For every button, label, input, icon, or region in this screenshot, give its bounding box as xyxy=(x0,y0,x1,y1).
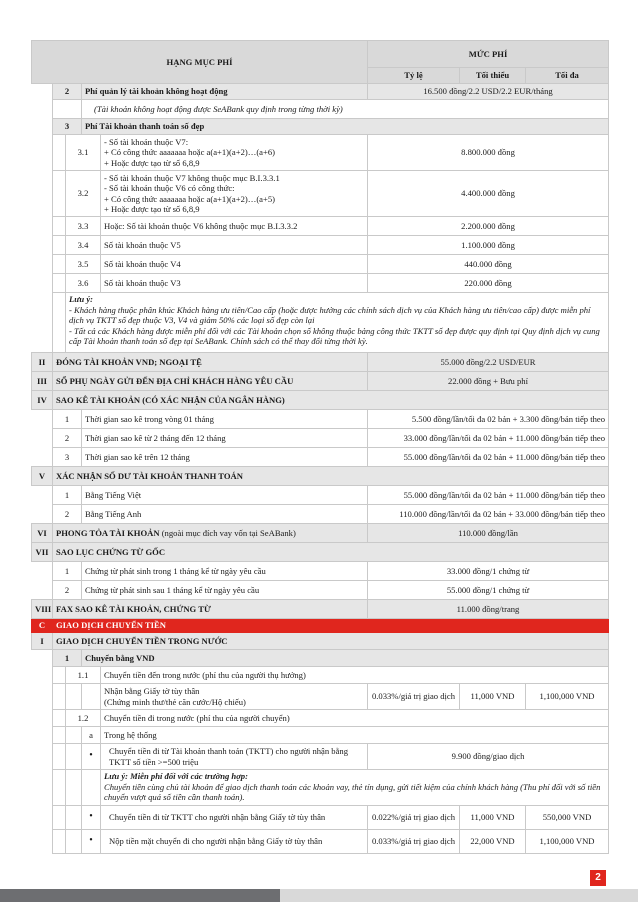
table-row: 3.3 Hoặc: Số tài khoản thuộc V6 không thuộc mục B.I.3.3.2 2.200.000 đồng xyxy=(32,217,609,236)
note-body: - Khách hàng thuộc phân khúc Khách hàng ưu tiên/Cao cấp (hoặc được hưởng các chính sách dịch vụ của Khách hàng ưu tiên/cao cấp) được miễn phí dịch vụ TKTT số đẹp thuộc V3, V4 và giảm 50% các loại số đẹp còn lại - Tất cả các Khách hàng được miễn phí đối với các Tài khoản chọn số không thuộc bảng công thức TKTT số đẹp được quy định tại Quy định dịch vụ cung cấp Tài khoản thanh toán số đẹp tại SeABank. Chính sách có thể thay đổi từng thời kỳ. xyxy=(69,304,600,346)
table-header-row xyxy=(32,41,609,68)
table-row: • Nộp tiền mặt chuyển đi cho người nhận bằng Giấy tờ tùy thân 0.033%/giá trị giao dịch 22,000 VND 1,100,000 VND xyxy=(32,830,609,854)
table-row: 3.5 Số tài khoản thuộc V4 440.000 đồng xyxy=(32,255,609,274)
header-max: Tối đa xyxy=(526,68,609,84)
table-row: 2 Bằng Tiếng Anh 110.000 đồng/lần/tối đa 02 bản + 33.000 đồng/bản tiếp theo xyxy=(32,505,609,524)
table-row: 1.2 Chuyển tiền đi trong nước (phí thu của người chuyển) xyxy=(32,710,609,727)
table-row: 2 Phí quản lý tài khoản không hoạt động 16.500 đồng/2.2 USD/2.2 EUR/tháng xyxy=(32,84,609,100)
header-fee: MỨC PHÍ xyxy=(368,41,609,68)
section-row: VIII FAX SAO KÊ TÀI KHOẢN, CHỨNG TỪ 11.000 đồng/trang xyxy=(32,600,609,619)
table-row: a Trong hệ thống xyxy=(32,727,609,744)
transfer-note: Lưu ý: Miễn phí đối với các trường hợp: Chuyển tiền cùng chủ tài khoản để giao dịch thanh toán các khoản vay, thẻ tín dụng, gửi tiết kiệm của chính khách hàng (Thu phí đối với số tiền chuyển vượt quá số tiền cần thanh toán). xyxy=(101,770,609,806)
bullet-icon: • xyxy=(82,806,101,830)
table-row: 1 Chuyển bằng VND xyxy=(32,650,609,667)
table-row xyxy=(32,770,609,806)
header-item: HẠNG MỤC PHÍ xyxy=(32,41,368,84)
section-row: I GIAO DỊCH CHUYỂN TIỀN TRONG NƯỚC xyxy=(32,633,609,650)
table-row: 1 Bằng Tiếng Việt 55.000 đồng/lần/tối đa 02 bản + 11.000 đồng/bản tiếp theo xyxy=(32,486,609,505)
section-row: IV SAO KÊ TÀI KHOẢN (CÓ XÁC NHẬN CỦA NGÂN HÀNG) xyxy=(32,391,609,410)
page-number: 2 xyxy=(590,870,606,886)
table-row: Nhận bằng Giấy tờ tùy thân (Chứng minh thư/thẻ căn cước/Hộ chiếu) 0.033%/giá trị giao dịch 11,000 VND 1,100,000 VND xyxy=(32,684,609,710)
table-row: 3 Phí Tài khoản thanh toán số đẹp xyxy=(32,119,609,135)
section-row: V XÁC NHẬN SỐ DƯ TÀI KHOẢN THANH TOÁN xyxy=(32,467,609,486)
table-row: • Chuyển tiền đi từ Tài khoản thanh toán (TKTT) cho người nhận bằng TKTT số tiền >=500 triệu 9.900 đồng/giao dịch xyxy=(32,744,609,770)
bullet-icon: • xyxy=(82,830,101,854)
table-row: (Tài khoản không hoạt động được SeABank quy định trong từng thời kỳ) xyxy=(32,100,609,119)
table-row: 3.6 Số tài khoản thuộc V3 220.000 đồng xyxy=(32,274,609,293)
fee-table xyxy=(31,40,609,854)
table-row: 1 Chứng từ phát sinh trong 1 tháng kể từ ngày yêu cầu 33.000 đồng/1 chứng từ xyxy=(32,562,609,581)
note-title: Lưu ý: xyxy=(69,294,94,304)
bullet-icon: • xyxy=(82,744,101,770)
table-row: 3.4 Số tài khoản thuộc V5 1.100.000 đồng xyxy=(32,236,609,255)
table-row: 2 Chứng từ phát sinh sau 1 tháng kể từ ngày yêu cầu 55.000 đồng/1 chứng từ xyxy=(32,581,609,600)
note-block xyxy=(66,293,609,353)
section-row: II ĐÓNG TÀI KHOẢN VND; NGOẠI TỆ 55.000 đồng/2.2 USD/EUR xyxy=(32,353,609,372)
table-row: 3 Thời gian sao kê trên 12 tháng 55.000 đồng/lần/tối đa 02 bản + 11.000 đồng/bản tiếp theo xyxy=(32,448,609,467)
footer-bar-dark xyxy=(0,889,280,902)
section-row: VII SAO LỤC CHỨNG TỪ GỐC xyxy=(32,543,609,562)
table-row: • Chuyển tiền đi từ TKTT cho người nhận bằng Giấy tờ tùy thân 0.022%/giá trị giao dịch 11,000 VND 550,000 VND xyxy=(32,806,609,830)
section-row: III SỔ PHỤ NGÀY GỬI ĐẾN ĐỊA CHỈ KHÁCH HÀNG YÊU CẦU 22.000 đồng + Bưu phí xyxy=(32,372,609,391)
header-rate: Tỷ lệ xyxy=(368,68,460,84)
table-row: 1.1 Chuyển tiền đến trong nước (phí thu của người thụ hưởng) xyxy=(32,667,609,684)
table-row: 3.1 - Số tài khoản thuộc V7: + Có công thức aaaaaaa hoặc a(a+1)(a+2)…(a+6) + Hoặc được tạo từ số 6,8,9 8.800.000 đồng xyxy=(32,135,609,171)
section-row-red: C GIAO DỊCH CHUYỂN TIỀN xyxy=(32,619,609,633)
table-row xyxy=(32,293,609,353)
table-row: 3.2 - Số tài khoản thuộc V7 không thuộc mục B.I.3.3.1 - Số tài khoản thuộc V6 có công thức: + Có công thức aaaaaaa hoặc a(a+1)(a+2)…(a+5) + Hoặc được tạo từ số 6,8,9 4.400.000 đồng xyxy=(32,171,609,217)
table-row: 1 Thời gian sao kê trong vòng 01 tháng 5.500 đồng/lần/tối đa 02 bản + 3.300 đồng/bản tiếp theo xyxy=(32,410,609,429)
table-row: 2 Thời gian sao kê từ 2 tháng đến 12 tháng 33.000 đồng/lần/tối đa 02 bản + 11.000 đồng/bản tiếp theo xyxy=(32,429,609,448)
section-row: VI PHONG TỎA TÀI KHOẢN (ngoài mục đích vay vốn tại SeABank) 110.000 đồng/lần xyxy=(32,524,609,543)
header-min: Tối thiểu xyxy=(460,68,526,84)
fee-schedule-page xyxy=(31,40,608,854)
